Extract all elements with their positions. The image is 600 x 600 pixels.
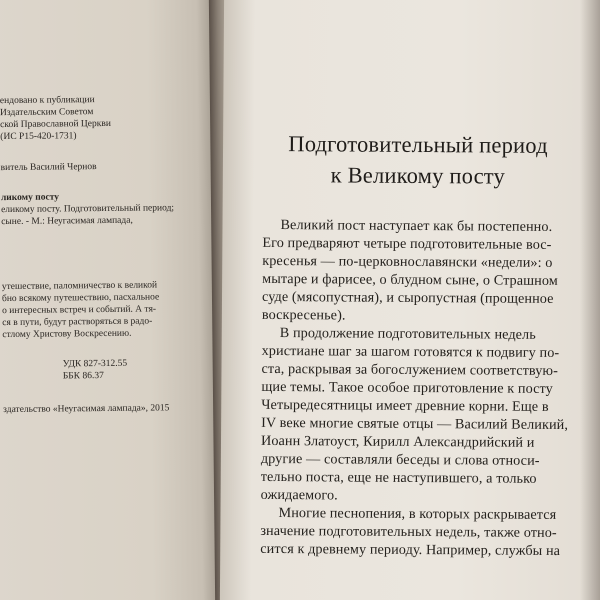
annotation-line: стлому Христову Воскресению. [2, 328, 132, 341]
page-edge-shadow [580, 0, 600, 600]
compiler-line: витель Василий Чернов [0, 162, 97, 174]
catalog-line: еликому посту. Подготовительный период; [1, 203, 175, 216]
paragraph-line: кресенья — по-церковнославянски «недели»: о [262, 252, 553, 271]
chapter-title: к Великому посту [330, 162, 506, 189]
paragraph-line: ста, раскрывая за богослужением соответствую- [261, 360, 559, 379]
paragraph-line: IV веке многие святые отцы — Василий Великий, [261, 414, 569, 434]
paragraph-line: мытаре и фарисее, о блудном сыне, о Страшном [262, 270, 558, 289]
paragraph-line: ожидаемого. [260, 486, 338, 504]
annotation-line: ся в пути, будут растворяться в радо- [2, 316, 153, 329]
catalog-line: сыне. - М.: Неугасимая лампада, [1, 215, 133, 228]
paragraph-line: другие — составляли беседы и слова относи- [260, 450, 540, 469]
approval-line: ской Православной Церкви [0, 118, 111, 131]
paragraph-line: сится к древнему периоду. Например, службы на [260, 540, 561, 560]
annotation-line: утешествие, паломничество к великой [1, 280, 158, 293]
right-page [220, 0, 600, 600]
paragraph-line: тельно поста, еще не наступившего, а только [260, 468, 537, 487]
udk-code: УДК 827-312.55 [62, 358, 128, 370]
paragraph-line: Великий пост наступает как бы постепенно. [280, 217, 553, 235]
bbk-code: ББК 86.37 [62, 371, 104, 382]
paragraph-line: суде (мясопустная), и сыропустная (прощенное [261, 288, 554, 307]
annotation-line: о интересных встреч и событий. А тя- [2, 304, 157, 317]
catalog-heading: ликому посту [0, 192, 60, 204]
paragraph-line: христиане шаг за шагом готовятся к подвигу по- [261, 342, 560, 361]
paragraph-line: Четыредесятницы имеет древние корни. Еще в [261, 396, 549, 415]
paragraph-line: Его предваряют четыре подготовительные вос- [262, 234, 552, 253]
publisher-copyright: здательство «Неугасимая лампада», 2015 [3, 403, 170, 416]
paragraph-line: В продолжение подготовительных недель [279, 325, 536, 343]
paragraph-line: Многие песнопения, в которых раскрывается [278, 505, 557, 523]
approval-code: (ИС Р15-420-1731) [0, 131, 77, 143]
approval-line: Издательским Советом [0, 107, 94, 119]
paragraph-line: Иоанн Златоуст, Кирилл Александрийский и [260, 432, 535, 451]
chapter-title: Подготовительный период [288, 131, 548, 158]
left-page [0, 0, 221, 600]
paragraph-line: значение подготовительных недель, также отно- [260, 522, 557, 541]
approval-line: ендовано к публикации [0, 95, 95, 107]
paragraph-line: щие темы. Такое особое приготовление к посту [261, 378, 553, 397]
annotation-line: бно всякому путешествию, пасхальное [1, 292, 160, 305]
paragraph-line: воскресенье). [261, 306, 346, 324]
